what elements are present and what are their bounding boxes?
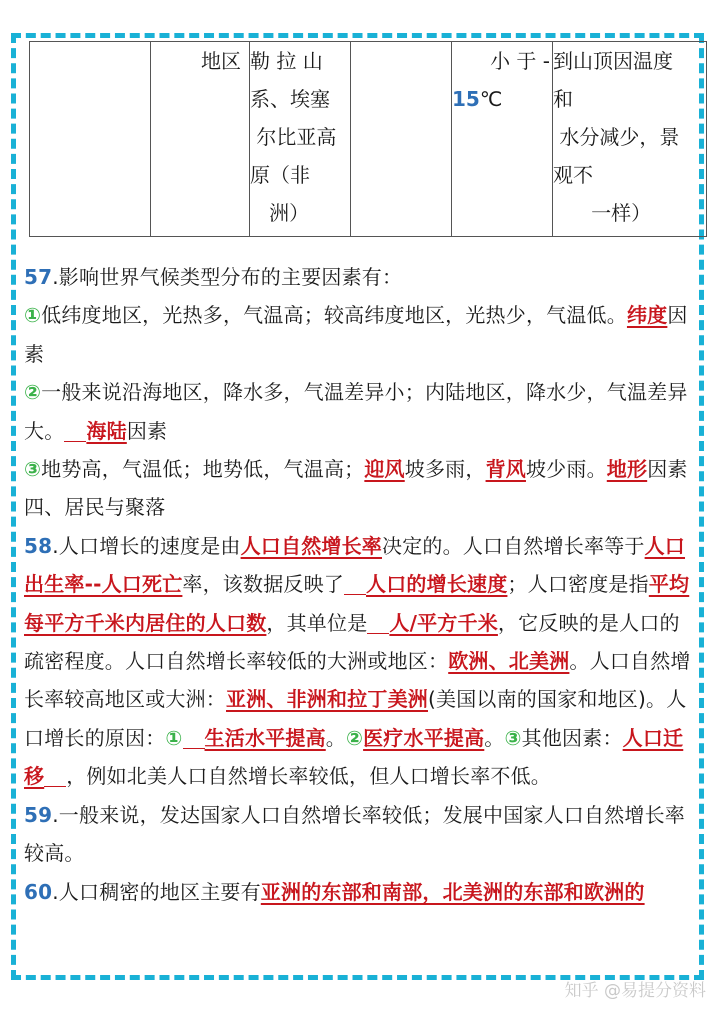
keyword: 欧洲、北美洲 — [448, 649, 570, 674]
temperature-unit: ℃ — [479, 87, 503, 111]
item-number: 57 — [24, 265, 53, 289]
blank-underline — [183, 728, 205, 749]
item-text: .人口增长的速度是由 — [52, 533, 241, 558]
table-cell-place — [250, 42, 351, 237]
item-59 — [24, 796, 698, 873]
keyword: 平均每平方千米内居住的人口数 — [24, 572, 690, 635]
item-text: .影响世界气候类型分布的主要因素有： — [52, 265, 403, 289]
item-text: 。 — [325, 725, 346, 750]
table-cell-empty — [30, 42, 151, 237]
item-text: 因素 — [24, 303, 688, 366]
table-cell-reason — [553, 42, 707, 237]
keyword: 亚洲、非洲和拉丁美洲 — [226, 687, 428, 712]
place-line: 原（非 — [250, 163, 310, 187]
blank-underline — [367, 613, 389, 634]
item-60 — [24, 873, 698, 911]
reason-line: 观不 — [553, 163, 593, 187]
item-number: 59 — [24, 802, 53, 827]
item-text: 。人口自然增长率较高地区或大洲： — [24, 649, 691, 712]
item-text: 率，该数据反映了 — [182, 572, 345, 597]
item-text: 。 — [484, 725, 505, 750]
circled-number: ③ — [504, 725, 522, 750]
item-57-c — [24, 450, 698, 527]
circled-number: ① — [24, 303, 42, 328]
table-cell-empty — [351, 42, 452, 237]
table-cell-region — [151, 42, 250, 237]
item-text: 低纬度地区，光热多，气温高；较高纬度地区，光热少，气温低。 — [41, 303, 627, 328]
place-line: 系、埃塞 — [250, 87, 330, 111]
keyword: 亚洲的东部和南部，北美洲的东部和欧洲的 — [260, 879, 645, 904]
reason-line: 一样） — [553, 201, 652, 225]
blank-underline — [64, 421, 86, 442]
item-58 — [24, 527, 698, 796]
item-text: ，它反映的是人口的疏密程度。人口自然增长率较低的大洲或地区： — [24, 610, 680, 674]
item-text: .人口稠密的地区主要有 — [52, 879, 261, 904]
keyword: 迎风 — [364, 457, 405, 482]
item-text: ，其单位是 — [266, 610, 368, 635]
item-text: 地势高，气温低；地势低，气温高； — [41, 457, 365, 482]
reason-line: 水分减少，景 — [553, 125, 680, 149]
item-text: 因素 — [126, 418, 168, 443]
item-57-a — [24, 296, 698, 373]
item-text: 坡少雨。 — [525, 457, 607, 482]
watermark: 知乎 @易提分资料 — [564, 981, 706, 1001]
item-number: 60 — [24, 879, 53, 904]
keyword: 背风 — [485, 457, 526, 482]
table-row — [30, 42, 707, 237]
item-text: 坡多雨， — [404, 457, 486, 482]
circled-number: ③ — [24, 457, 42, 482]
item-text: 决定的。人口自然增长率等于 — [382, 533, 645, 558]
region-label: 地区 — [201, 49, 241, 73]
table-cell-temperature — [452, 42, 553, 237]
keyword: 纬度 — [626, 303, 668, 328]
item-text: ；人口密度是指 — [507, 572, 649, 597]
keyword: 人口出生率--人口死亡 — [24, 533, 686, 597]
item-text: 一般来说沿海地区，降水多，气温差异小；内陆地区，降水少，气温差异大。 — [24, 380, 688, 443]
place-line: 尔比亚高 — [250, 125, 337, 149]
item-57 — [24, 258, 698, 296]
geography-table — [29, 41, 707, 237]
item-text: 其他因素： — [521, 725, 623, 750]
temperature-number: 15 — [452, 87, 480, 111]
keyword: 地形 — [606, 457, 648, 482]
notes-body — [24, 258, 698, 911]
circled-number: ② — [345, 725, 364, 750]
keyword: 人口迁移 — [24, 725, 684, 789]
reason-line: 和 — [553, 87, 573, 111]
item-text: (美国以南的国家和地区)。人口增长的原因： — [24, 687, 687, 750]
keyword: 医疗水平提高 — [363, 725, 485, 750]
blank-underline — [344, 574, 366, 595]
circled-number: ① — [165, 725, 183, 750]
item-text: 因素四、居民与聚落 — [24, 457, 688, 520]
item-57-b — [24, 373, 698, 450]
blank-underline — [44, 766, 66, 787]
item-text: ，例如北美人口自然增长率较低，但人口增长率不低。 — [66, 764, 552, 789]
temperature-prefix: 小 于 - — [490, 49, 550, 73]
place-line: 勒 拉 山 — [250, 49, 323, 73]
item-number: 58 — [24, 533, 53, 558]
item-text: .一般来说，发达国家人口自然增长率较低；发展中国家人口自然增长率较高。 — [24, 802, 685, 866]
reason-line: 到山顶因温度 — [553, 49, 673, 73]
keyword: 海陆 — [86, 418, 127, 443]
place-line: 洲） — [250, 201, 310, 225]
keyword: 人口的增长速度 — [366, 572, 508, 597]
temperature-value — [452, 80, 552, 118]
circled-number: ② — [24, 380, 42, 405]
keyword: 人口自然增长率 — [240, 533, 382, 558]
keyword: 人/平方千米 — [389, 610, 498, 635]
keyword: 生活水平提高 — [204, 725, 326, 750]
